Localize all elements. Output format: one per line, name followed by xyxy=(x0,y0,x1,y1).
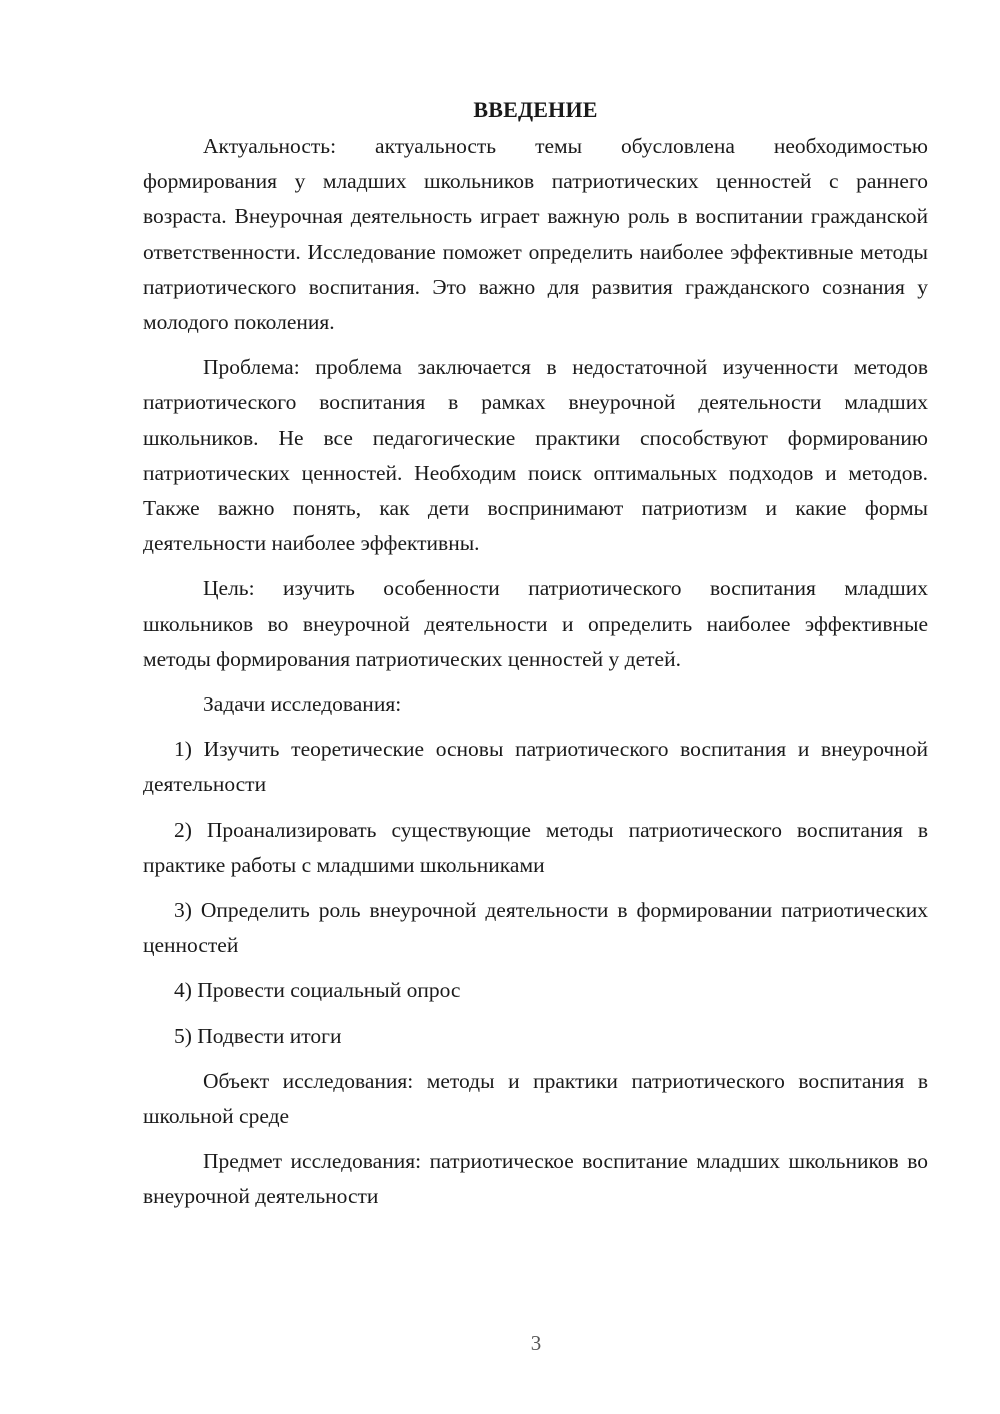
task-item: 5) Подвести итоги xyxy=(174,1023,342,1048)
subject-paragraph: Предмет исследования: патриотическое воспитание младших школьников во внеурочной деятельности xyxy=(143,1149,928,1209)
problem-paragraph: Проблема: проблема заключается в недостаточной изученности методов патриотического воспитания в рамках внеурочной деятельности младших школьников. Не все педагогические практики способствуют формированию патриотических ценностей. Необходим поиск оптимальных подходов и методов. Также важно понять, как дети воспринимают патриотизм и какие формы деятельности наиболее эффективны. xyxy=(143,355,928,556)
goal-paragraph: Цель: изучить особенности патриотического воспитания младших школьников во внеурочной деятельности и определить наиболее эффективные методы формирования патриотических ценностей у детей. xyxy=(143,576,928,671)
relevance-paragraph: Актуальность: актуальность темы обусловлена необходимостью формирования у младших школьников патриотических ценностей с раннего возраста. Внеурочная деятельность играет важную роль в воспитании гражданской ответственности. Исследование поможет определить наиболее эффективные методы патриотического воспитания. Это важно для развития гражданского сознания у молодого поколения. xyxy=(143,134,928,335)
document-page xyxy=(143,92,928,1225)
task-item: 4) Провести социальный опрос xyxy=(174,978,461,1003)
task-item: 2) Проанализировать существующие методы патриотического воспитания в практике работы с младшими школьниками xyxy=(143,817,928,877)
task-item: 1) Изучить теоретические основы патриотического воспитания и внеурочной деятельности xyxy=(143,737,928,797)
section-heading: ВВЕДЕНИЕ xyxy=(473,97,598,122)
tasks-title: Задачи исследования: xyxy=(203,692,402,717)
task-item: 3) Определить роль внеурочной деятельности в формировании патриотических ценностей xyxy=(143,898,928,958)
page-number: 3 xyxy=(530,1331,542,1355)
object-paragraph: Объект исследования: методы и практики патриотического воспитания в школьной среде xyxy=(143,1068,928,1129)
